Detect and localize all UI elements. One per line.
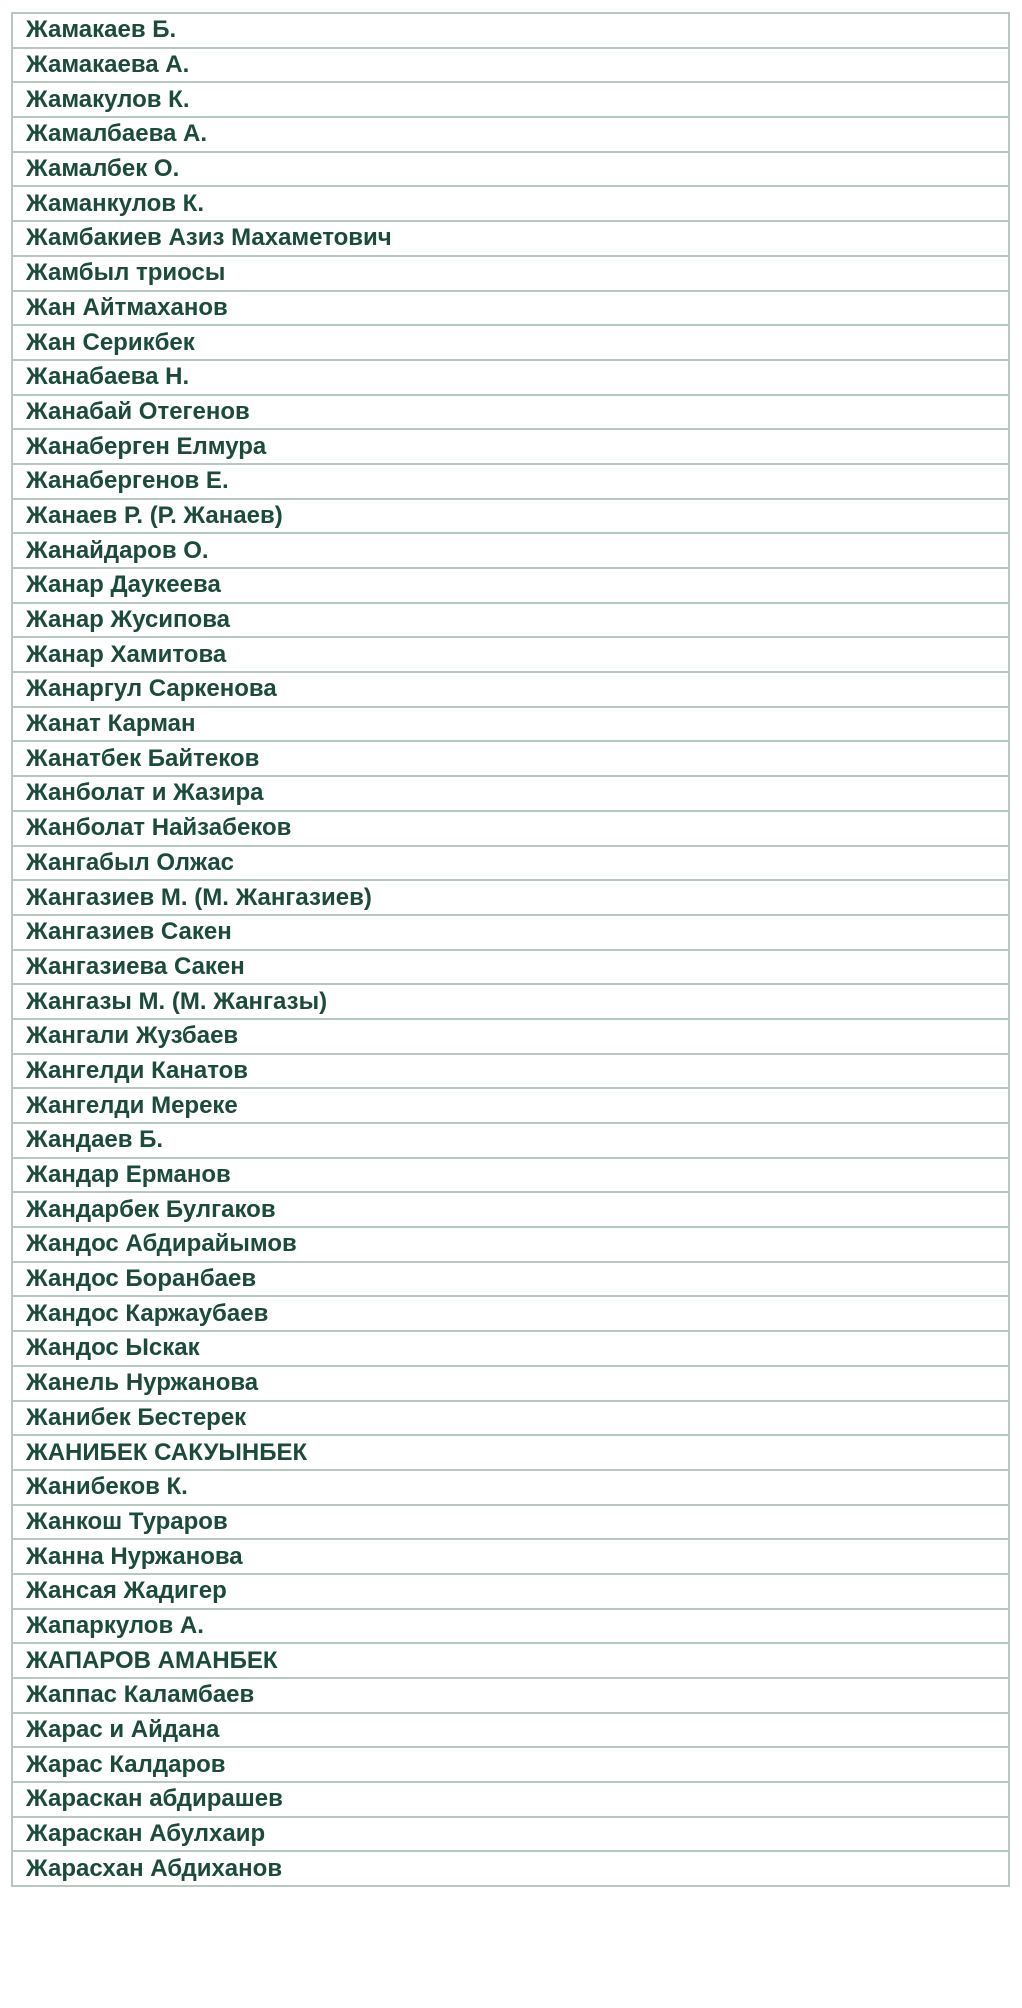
table-row: Жандос Абдирайымов <box>11 1228 1010 1263</box>
table-row: Жангазиев Сакен <box>11 916 1010 951</box>
table-row: Жангелди Мереке <box>11 1089 1010 1124</box>
table-row: Жангазиева Сакен <box>11 951 1010 986</box>
table-row: Жансая Жадигер <box>11 1575 1010 1610</box>
table-row: ЖАНИБЕК САКУЫНБЕК <box>11 1436 1010 1471</box>
table-row: Жандаев Б. <box>11 1124 1010 1159</box>
table-row: Жарас и Айдана <box>11 1714 1010 1749</box>
names-table <box>11 12 1010 1887</box>
table-row: Жанар Даукеева <box>11 569 1010 604</box>
table-row: Жарас Калдаров <box>11 1748 1010 1783</box>
table-row: Жанболат Найзабеков <box>11 812 1010 847</box>
table-row: ЖАПАРОВ АМАНБЕК <box>11 1644 1010 1679</box>
table-row: Жан Серикбек <box>11 326 1010 361</box>
table-row: Жанаберген Елмура <box>11 430 1010 465</box>
table-row: Жамалбаева А. <box>11 118 1010 153</box>
table-row: Жанаев Р. (Р. Жанаев) <box>11 500 1010 535</box>
table-row: Жандос Боранбаев <box>11 1263 1010 1298</box>
table-row: Жанат Карман <box>11 708 1010 743</box>
table-row: Жан Айтмаханов <box>11 292 1010 327</box>
table-row: Жандос Ыскак <box>11 1332 1010 1367</box>
table-row: Жамакаев Б. <box>11 14 1010 49</box>
table-row: Жамакулов К. <box>11 83 1010 118</box>
table-row: Жанель Нуржанова <box>11 1367 1010 1402</box>
table-row: Жамбыл триосы <box>11 257 1010 292</box>
table-row: Жарасхан Абдиханов <box>11 1852 1010 1887</box>
table-row: Жанабаева Н. <box>11 361 1010 396</box>
table-row: Жангазы М. (М. Жангазы) <box>11 985 1010 1020</box>
table-row: Жанна Нуржанова <box>11 1540 1010 1575</box>
table-row: Жапаркулов А. <box>11 1610 1010 1645</box>
table-row: Жанайдаров О. <box>11 534 1010 569</box>
table-row: Жанаргул Саркенова <box>11 673 1010 708</box>
table-row: Жанабергенов Е. <box>11 465 1010 500</box>
table-row: Жараскан Абулхаир <box>11 1818 1010 1853</box>
table-row: Жанатбек Байтеков <box>11 742 1010 777</box>
table-row: Жанибек Бестерек <box>11 1402 1010 1437</box>
table-row: Жангабыл Олжас <box>11 847 1010 882</box>
table-row: Жандар Ерманов <box>11 1159 1010 1194</box>
table-row: Жанкош Тураров <box>11 1506 1010 1541</box>
table-row: Жаманкулов К. <box>11 187 1010 222</box>
table-row: Жандос Каржаубаев <box>11 1297 1010 1332</box>
table-row: Жамалбек О. <box>11 153 1010 188</box>
table-row: Жангелди Канатов <box>11 1055 1010 1090</box>
table-row: Жанибеков К. <box>11 1471 1010 1506</box>
table-row: Жамакаева А. <box>11 49 1010 84</box>
table-row: Жанар Хамитова <box>11 638 1010 673</box>
table-row: Жанар Жусипова <box>11 604 1010 639</box>
table-row: Жангазиев М. (М. Жангазиев) <box>11 881 1010 916</box>
table-row: Жаппас Каламбаев <box>11 1679 1010 1714</box>
table-row: Жанабай Отегенов <box>11 396 1010 431</box>
table-row: Жандарбек Булгаков <box>11 1193 1010 1228</box>
table-row: Жараскан абдирашев <box>11 1783 1010 1818</box>
table-row: Жанболат и Жазира <box>11 777 1010 812</box>
table-row: Жангали Жузбаев <box>11 1020 1010 1055</box>
table-row: Жамбакиев Азиз Махаметович <box>11 222 1010 257</box>
